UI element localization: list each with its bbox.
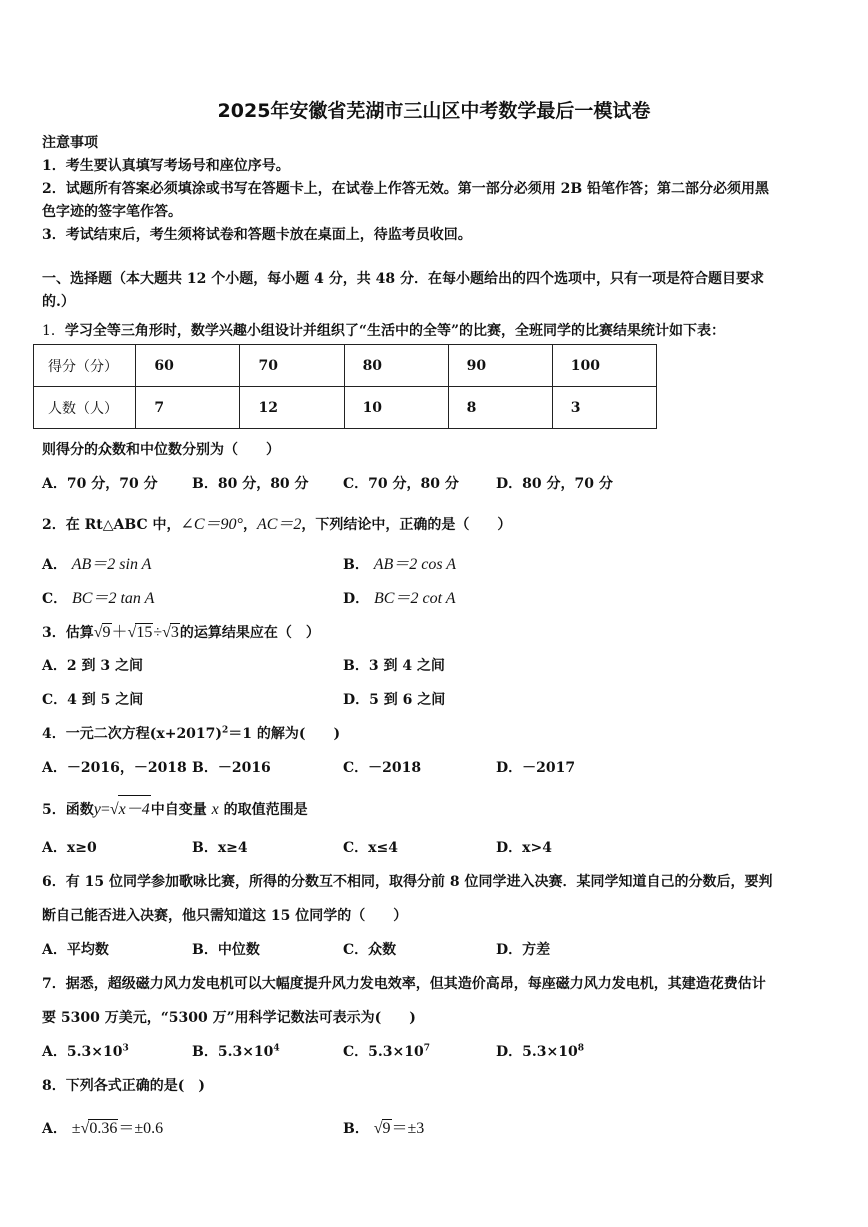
section-heading: 一、选择题（本大题共 12 个小题，每小题 4 分，共 48 分．在每小题给出的四个选项中，只有一项是符合题目要求 <box>42 271 764 287</box>
option-b: B．中位数 <box>192 942 260 958</box>
table-cell: 得分（分） <box>34 345 136 387</box>
option-c: C．众数 <box>343 942 397 958</box>
option-c: C． BC＝2 tan A <box>42 590 155 607</box>
question-6-stem: 6．有 15 位同学参加歌咏比赛，所得的分数互不相同，取得分前 8 位同学进入决赛．某同学知道自己的分数后，要判 <box>42 874 773 890</box>
option-c: C．x≤4 <box>343 840 398 856</box>
option-b: B．80 分，80 分 <box>192 476 309 492</box>
option-d: D．x>4 <box>496 840 552 856</box>
table-row <box>34 387 657 429</box>
table-cell: 100 <box>552 345 656 387</box>
question-text: ，下列结论中，正确的是（ ） <box>301 517 512 533</box>
table-cell: 3 <box>552 387 656 429</box>
option-d: D．$5.3\times 10^8$ <box>496 1043 584 1060</box>
question-1-followup: 则得分的众数和中位数分别为（ ） <box>42 442 280 458</box>
table-cell: 10 <box>344 387 448 429</box>
option-a: A．70 分，70 分 <box>42 476 158 492</box>
separator: ， <box>242 517 257 533</box>
question-2-stem <box>42 511 511 534</box>
math-condition: ∠C＝90° <box>180 516 243 533</box>
option-b: B． √9＝±3 <box>343 1120 425 1137</box>
question-text: 2．在 Rt△ABC 中， <box>42 517 181 533</box>
question-5-stem: 5．函数y=√x－4中自变量 x 的取值范围是 <box>42 795 308 819</box>
table-cell: 人数（人） <box>34 387 136 429</box>
option-a: A．平均数 <box>42 942 109 958</box>
question-4-stem: 4．一元二次方程$(x+2017)^2=1$ 的解为( ) <box>42 725 341 742</box>
option-b: B．x≥4 <box>192 840 248 856</box>
option-a: A．$5.3\times 10^3$ <box>42 1043 129 1060</box>
option-b: B．－2016 <box>192 760 271 776</box>
option-a: A． AB＝2 sin A <box>42 556 152 573</box>
radical-expression: √x－4 <box>110 801 151 818</box>
table-cell: 90 <box>448 345 552 387</box>
question-text: 学习全等三角形时，数学兴趣小组设计并组织了“生活中的全等”的比赛，全班同学的比赛结果统计如下表： <box>64 323 726 339</box>
option-d: D．方差 <box>496 942 551 958</box>
option-d: D． BC＝2 cot A <box>343 590 456 607</box>
table-cell: 70 <box>240 345 344 387</box>
notice-item: 色字迹的签字笔作答。 <box>42 204 182 220</box>
option-b: B．$5.3\times 10^4$ <box>192 1043 280 1060</box>
option-b: B． AB＝2 cos A <box>343 556 457 573</box>
option-c: C．70 分，80 分 <box>343 476 459 492</box>
option-a: A． ±√0.36＝±0.6 <box>42 1120 164 1137</box>
option-b: B．3 到 4 之间 <box>343 658 445 674</box>
table-row <box>34 345 657 387</box>
option-a: A．x≥0 <box>42 840 97 856</box>
question-7-stem-cont: 要 5300 万美元，“5300 万”用科学记数法可表示为( ) <box>42 1010 416 1026</box>
page-title: 2025年安徽省芜湖市三山区中考数学最后一模试卷 <box>217 100 651 122</box>
notice-item: 1．考生要认真填写考场号和座位序号。 <box>42 158 290 174</box>
option-d: D．5 到 6 之间 <box>343 692 446 708</box>
section-heading-cont: 的.） <box>42 294 75 310</box>
table-cell: 60 <box>136 345 240 387</box>
question-3-stem <box>42 619 320 642</box>
notice-heading: 注意事项 <box>42 135 98 151</box>
question-1-stem <box>42 320 725 340</box>
score-table <box>33 344 657 429</box>
table-cell: 8 <box>448 387 552 429</box>
math-condition: AC＝2 <box>256 516 302 533</box>
question-6-stem-cont: 断自己能否进入决赛，他只需知道这 15 位同学的（ ） <box>42 908 408 924</box>
notice-item: 2．试题所有答案必须填涂或书写在答题卡上，在试卷上作答无效。第一部分必须用 2B 铅笔作答；第二部分必须用黑 <box>42 181 770 197</box>
option-c: C．$5.3\times 10^7$ <box>343 1043 430 1060</box>
radical-expression: √9＋√15÷√3 <box>93 624 179 641</box>
notice-item: 3．考试结束后，考生须将试卷和答题卡放在桌面上，待监考员收回。 <box>42 227 472 243</box>
option-c: C．4 到 5 之间 <box>42 692 144 708</box>
option-a: A．－2016，－2018 <box>42 760 187 776</box>
option-d: D．－2017 <box>496 760 576 776</box>
table-cell: 7 <box>136 387 240 429</box>
table-cell: 12 <box>240 387 344 429</box>
question-text: 的运算结果应在（ ） <box>179 625 320 641</box>
question-number: 1． <box>42 323 65 339</box>
option-c: C．－2018 <box>343 760 422 776</box>
option-a: A．2 到 3 之间 <box>42 658 143 674</box>
table-cell: 80 <box>344 345 448 387</box>
question-8-stem: 8．下列各式正确的是( ) <box>42 1078 205 1094</box>
option-d: D．80 分，70 分 <box>496 476 613 492</box>
question-text: 3．估算 <box>42 625 94 641</box>
question-7-stem: 7．据悉，超级磁力风力发电机可以大幅度提升风力发电效率，但其造价高昂，每座磁力风力发电机，其建造花费估计 <box>42 976 766 992</box>
